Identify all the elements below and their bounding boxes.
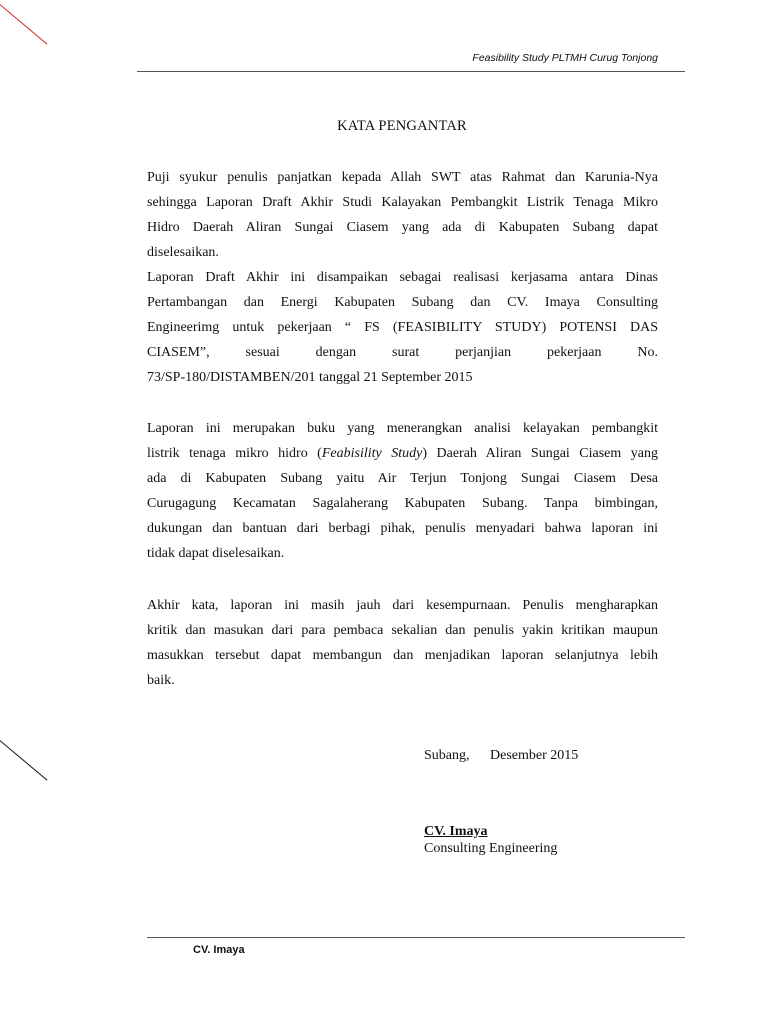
paragraph-line: ada di Kabupaten Subang yaitu Air Terjun Tonjong Sungai Ciasem Desa [147, 471, 658, 486]
black-corner-slash [0, 740, 47, 781]
red-corner-slash [0, 4, 47, 45]
paragraph-2 [147, 265, 658, 390]
paragraph-line: Hidro Daerah Aliran Sungai Ciasem yang ada di Kabupaten Subang dapat [147, 220, 658, 235]
paragraph-line: sehingga Laporan Draft Akhir Studi Kalayakan Pembangkit Listrik Tenaga Mikro [147, 195, 658, 210]
paragraph-line: baik. [147, 673, 175, 688]
signature-company: CV. Imaya [424, 824, 488, 839]
paragraph-line: Engineerimg untuk pekerjaan “ FS (FEASIBILITY STUDY) POTENSI DAS [147, 320, 658, 335]
signature-place: Subang, [424, 748, 470, 763]
page-title: KATA PENGANTAR [337, 118, 467, 134]
paragraph-4 [147, 593, 658, 693]
signature-month-year: Desember 2015 [490, 748, 579, 763]
paragraph-line: Pertambangan dan Energi Kabupaten Subang dan CV. Imaya Consulting [147, 295, 658, 310]
running-footer: CV. Imaya [193, 944, 245, 956]
paragraph-line: Laporan ini merupakan buku yang menerangkan analisi kelayakan pembangkit [147, 421, 658, 436]
paragraph-line: Puji syukur penulis panjatkan kepada Allah SWT atas Rahmat dan Karunia-Nya [147, 170, 658, 185]
text-segment: ) Daerah Aliran Sungai Ciasem yang [422, 446, 659, 461]
paragraph-line: 73/SP-180/DISTAMBEN/201 tanggal 21 September 2015 [147, 370, 473, 385]
paragraph-line: diselesaikan. [147, 245, 219, 260]
paragraph-line: tidak dapat diselesaikan. [147, 546, 285, 561]
italic-term: Feabisility Study [321, 446, 423, 461]
paragraph-line: masukkan tersebut dapat membangun dan menjadikan laporan selanjutnya lebih [147, 648, 658, 663]
paragraph-line-with-italic [147, 441, 658, 466]
running-header: Feasibility Study PLTMH Curug Tonjong [472, 52, 658, 64]
paragraph-3 [147, 416, 658, 566]
paragraph-line: dukungan dan bantuan dari berbagi pihak, penulis menyadari bahwa laporan ini [147, 521, 658, 536]
paragraph-line: kritik dan masukan dari para pembaca sekalian dan penulis yakin kritikan maupun [147, 623, 658, 638]
paragraph-line: Akhir kata, laporan ini masih jauh dari kesempurnaan. Penulis mengharapkan [147, 598, 658, 613]
header-rule [137, 71, 685, 72]
signature-date [424, 747, 578, 765]
paragraph-line: Curugagung Kecamatan Sagalaherang Kabupaten Subang. Tanpa bimbingan, [147, 496, 658, 511]
paragraph-line: Laporan Draft Akhir ini disampaikan sebagai realisasi kerjasama antara Dinas [147, 270, 658, 285]
text-segment: listrik tenaga mikro hidro ( [147, 446, 322, 461]
signature-subtitle: Consulting Engineering [424, 841, 558, 856]
paragraph-line: CIASEM”, sesuai dengan surat perjanjian pekerjaan No. [147, 345, 658, 360]
footer-rule [147, 937, 685, 938]
paragraph-1 [147, 165, 658, 265]
